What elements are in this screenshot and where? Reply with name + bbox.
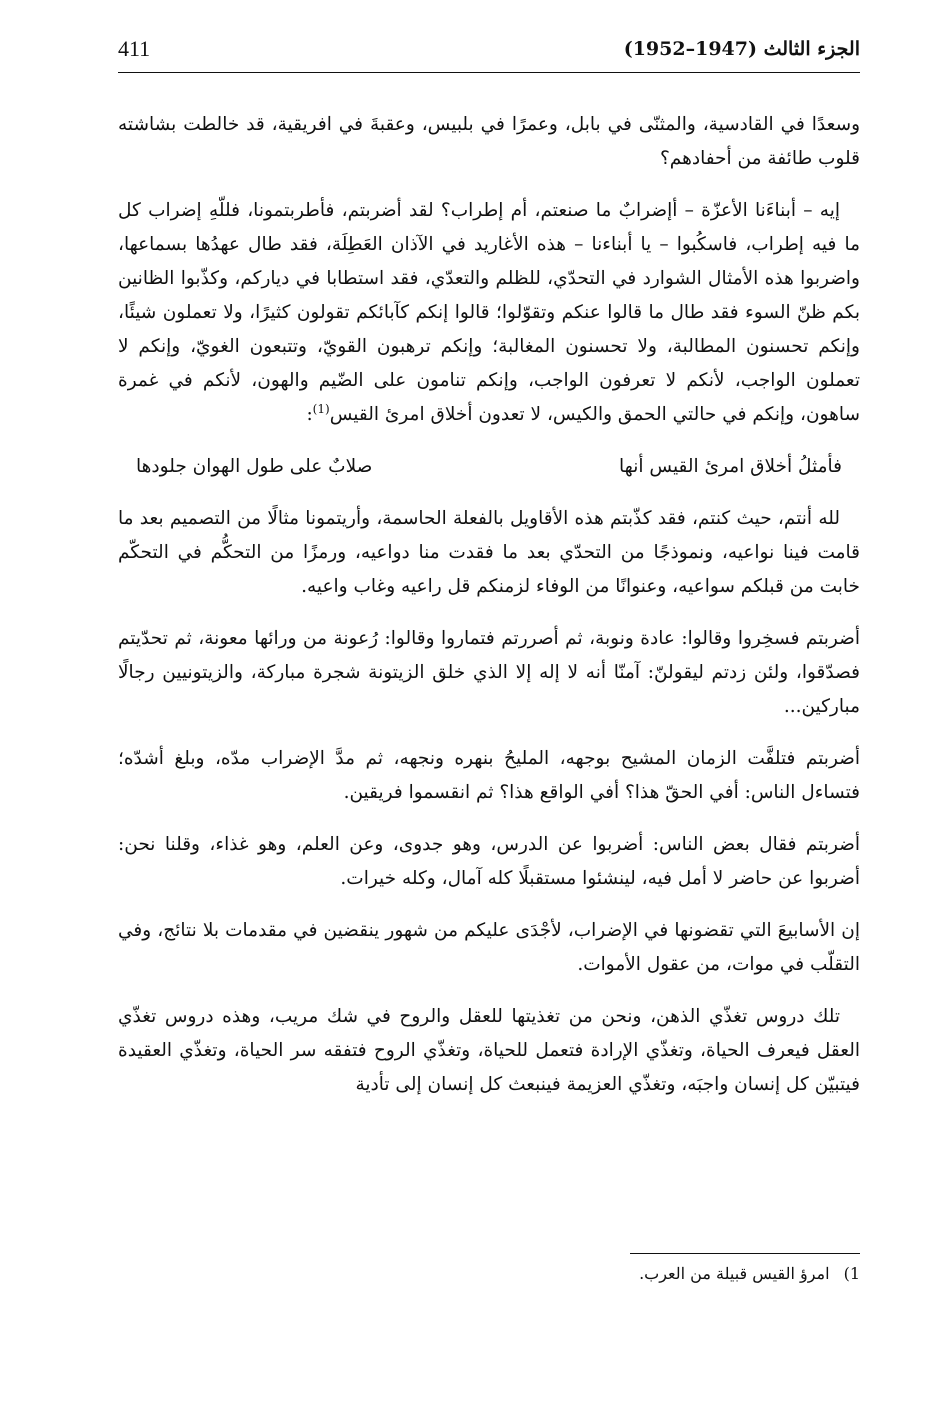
header-title: الجزء الثالث (1947–1952): [623, 38, 860, 60]
poem-verse: [136, 450, 842, 484]
footnote: [118, 1262, 860, 1286]
paragraph-7: إن الأسابيعَ التي تقضونها في الإضراب، لأجْدَى عليكم من شهور ينقضين في مقدمات بلا نتائج، وفي التقلّب في موات، من عقول الأموات.: [118, 920, 860, 975]
footnote-reference: (1): [312, 401, 330, 416]
verse-hemistich-1: فأمثلُ أخلاق امرئ القيس أنها: [619, 456, 842, 477]
page-number: 411: [118, 36, 151, 61]
paragraph-4: أضربتم فسخِروا وقالوا: عادة ونوبة، ثم أصررتم فتماروا وقالوا: رُعونة من ورائها معونة، ثم تحدّيتم فصدّقوا، ولئن زدتم ليقولنّ: آمنّا أنه لا إله إلا الذي خلق الزيتونة شجرة مباركة، والزيتونيين رجالًا مباركين...: [118, 628, 860, 717]
footnote-divider: [630, 1253, 860, 1254]
paragraph-2: [118, 194, 860, 432]
paragraph-6: أضربتم فقال بعض الناس: أضربوا عن الدرس، وهو جدوى، وعن العلم، وهو غذاء، وقلنا نحن: أضربوا عن حاضر لا أمل فيه، لينشئوا مستقبلًا كله آمال، وكله خيرات.: [118, 834, 860, 889]
paragraph-3: لله أنتم، حيث كنتم، فقد كذّبتم هذه الأقاويل بالفعلة الحاسمة، وأريتمونا مثالًا من التصميم بعد ما قامت فينا نواعيه، ونموذجًا من التحدّي بعد ما فقدت منا دواعيه، ورمزًا من التحكُّم في التحكّم خابت من قبلكم سواعيه، وعنوانًا من الوفاء لزمنكم قل راعيه وغاب واعيه.: [118, 508, 860, 597]
paragraph-2-text: إيه – أبناءَنا الأعزّة – أإضرابٌ ما صنعتم، أم إطراب؟ لقد أضربتم، فأطربتمونا، فللّهِ إضراب كل ما فيه إطراب، فاسكُبوا – يا أبناءنا – هذه الأغاريد في الآذان العَطِلَة، فقد طال عهدُها بسماعها، واضربوا هذه الأمثال الشوارد في التحدّي، للظلم والتعدّي، فقد استطابا في دياركم، وكذّبوا الظانين بكم ظنّ السوء فقد طال ما قالوا عنكم وتقوّلوا؛ قالوا إنكم كآبائكم تقولون كثيرًا، ولا تعملون شيئًا، وإنكم تحسنون المطالبة، ولا تحسنون المغالبة؛ وإنكم ترهبون القويّ، وتتبعون الغويّ، وإنكم لا تعملون الواجب، لأنكم لا تعرفون الواجب، وإنكم تنامون على الضّيم والهون، لأنكم في غمرة ساهون، وإنكم في حالتي الحمق والكيس، لا تعدون أخلاق امرئ القيس: [118, 200, 860, 425]
footnote-number: 1): [843, 1264, 860, 1283]
paragraph-1: وسعدًا في القادسية، والمثنّى في بابل، وعمرًا في بلبيس، وعقبةَ في افريقية، قد خالطت بشاشته قلوب طائفة من أحفادهم؟: [118, 114, 860, 169]
running-header: [118, 32, 860, 73]
paragraph-5: أضربتم فتلفَّت الزمان المشيح بوجهه، المليحُ بنهره ونجهه، ثم مدَّ الإضراب مدّه، وبلغ أشدّه؛ فتساءل الناس: أفي الحقّ هذا؟ أفي الواقع هذا؟ ثم انقسموا فريقين.: [118, 748, 860, 803]
verse-hemistich-2: صلابٌ على طول الهوان جلودها: [136, 456, 373, 477]
paragraph-8: تلك دروس تغذّي الذهن، ونحن من تغذيتها للعقل والروح في شك مريب، وهذه دروس تغذّي العقل فيعرف الحياة، وتغذّي الإرادة فتعمل للحياة، وتغذّي الروح فتفقه سر الحياة، وتغذّي العقيدة فيتبيّن كل إنسان واجبَه، وتغذّي العزيمة فينبعث كل إنسان إلى تأدية: [118, 1006, 860, 1095]
paragraph-2-colon: :: [306, 404, 313, 425]
footnote-text: امرؤ القيس قبيلة من العرب.: [639, 1264, 830, 1283]
body-text: [118, 108, 860, 1102]
